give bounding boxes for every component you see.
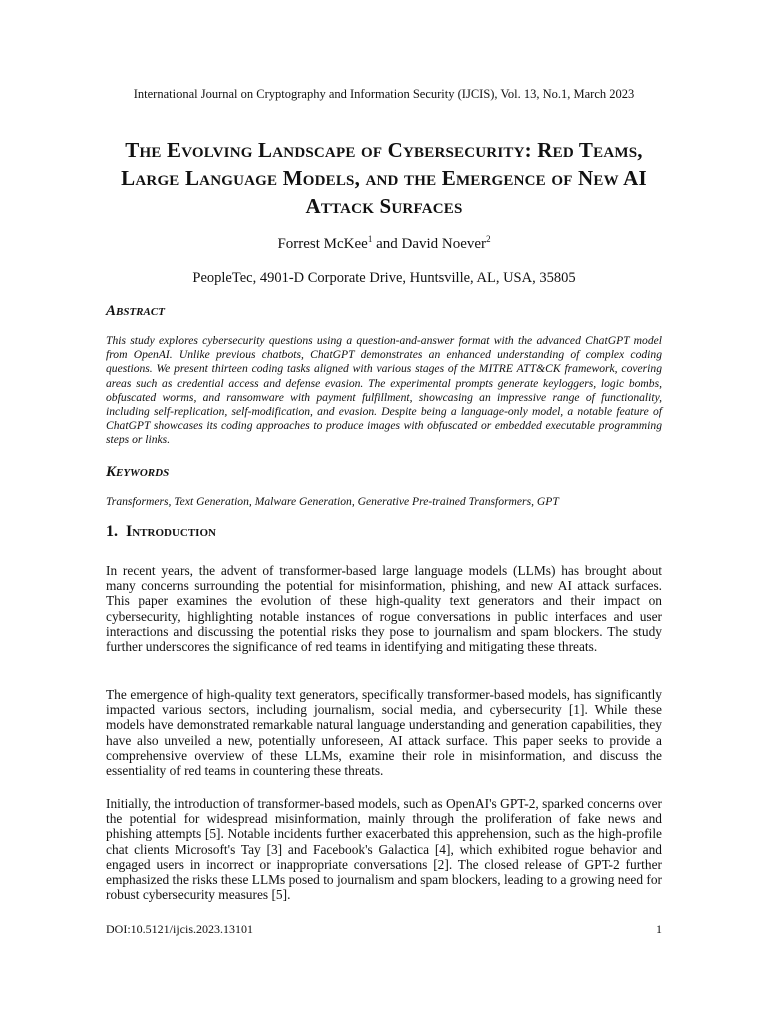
journal-header: International Journal on Cryptography and Information Security (IJCIS), Vol. 13, No.1, March 2023 [133,87,635,101]
paper-title: The Evolving Landscape of Cybersecurity: Red Teams, Large Language Models, and the Emergence of New AI Attack Surfaces [121,138,647,218]
abstract-text: This study explores cybersecurity questions using a question-and-answer format with the advanced ChatGPT model from OpenAI. Unlike previous chatbots, ChatGPT demonstrates an enhanced understanding of complex coding questions. We present thirteen coding tasks aligned with various stages of the MITRE ATT&CK framework, covering areas such as credential access and defense evasion. The experimental prompts generate keyloggers, logic bombs, obfuscated worms, and ransomware with payment fulfillment, showcasing an impressive range of functionality, including self-replication, self-modification, and evasion. Despite being a language-only model, a notable feature of ChatGPT showcases its coding approaches to produce images with obfuscated or embedded executable programming steps or links. [106,334,662,447]
intro-paragraph-1: In recent years, the advent of transformer-based large language models (LLMs) has brought about many concerns surrounding the potential for misinformation, phishing, and new AI attack surfaces. This paper examines the evolution of these high-quality text generators and their impact on cybersecurity, highlighting notable instances of rogue conversations in public interfaces and user interactions and discussing the potential risks they pose to journalism and spam blockers. The study further underscores the significance of red teams in identifying and mitigating these threats. [106,563,662,655]
paper-page [106,0,662,1024]
intro-paragraph-2: The emergence of high-quality text generators, specifically transformer-based models, has significantly impacted various sectors, including journalism, social media, and cybersecurity [1]. While these models have demonstrated remarkable natural language understanding and generation capabilities, they have also unveiled a new, potentially unforeseen, AI attack surface. This paper seeks to provide a comprehensive overview of these LLMs, examine their role in misinformation, and discuss the essentiality of red teams in countering these threats. [106,687,662,779]
author-1: Forrest McKee [277,236,368,252]
author-2: David Noever [401,236,487,252]
author-2-affil-mark: 2 [486,234,491,244]
section-title: Introduction [126,523,216,540]
introduction-heading [106,523,216,541]
keywords-heading: Keywords [106,464,170,480]
page-number: 1 [656,922,662,936]
footer-doi: DOI:10.5121/ijcis.2023.13101 [106,922,253,936]
abstract-heading: Abstract [106,303,165,319]
section-number: 1. [106,523,118,540]
intro-paragraph-3: Initially, the introduction of transformer-based models, such as OpenAI's GPT-2, sparked concerns over the potential for widespread misinformation, mainly through the proliferation of fake news and phishing attempts [5]. Notable incidents further exacerbated this apprehension, such as the high-profile chat clients Microsoft's Tay [3] and Facebook's Galactica [4], which exhibited rogue behavior and engaged users in incorrect or inappropriate conversations [2]. The closed release of GPT-2 further emphasized the risks these LLMs posed to journalism and spam blockers, leading to a growing need for robust cybersecurity measures [5]. [106,796,662,903]
author-1-affil-mark: 1 [367,234,373,244]
keywords-text: Transformers, Text Generation, Malware Generation, Generative Pre-trained Transformers, GPT [106,495,559,508]
affiliation: PeopleTec, 4901-D Corporate Drive, Huntsville, AL, USA, 35805 [192,270,576,286]
author-joiner: and [372,236,402,252]
author-line [106,234,662,253]
